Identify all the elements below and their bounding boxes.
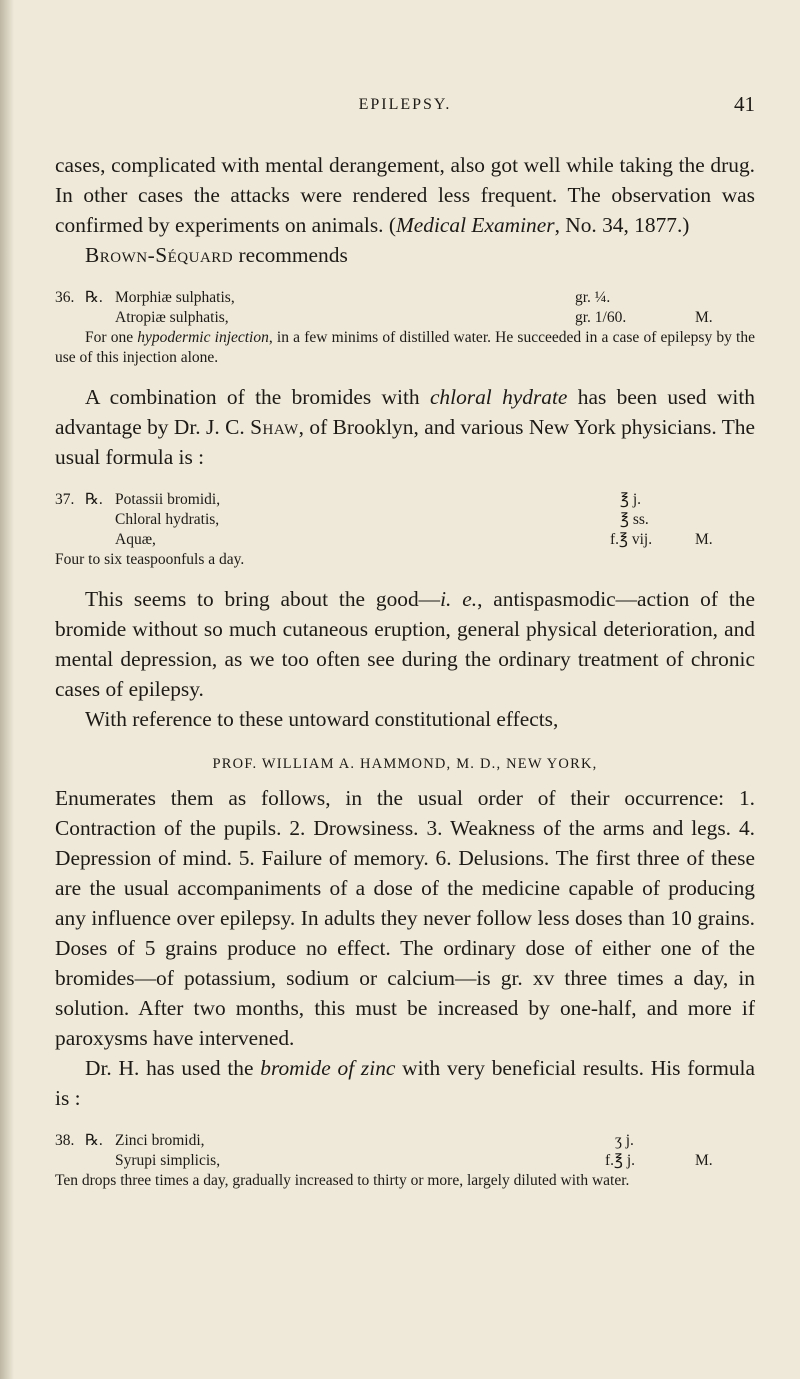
misce-mark: M. xyxy=(695,531,713,548)
ingredient: Syrupi simplicis, xyxy=(115,1152,221,1169)
binding-gutter xyxy=(0,0,14,1379)
recipe-symbol: ℞. xyxy=(85,289,103,306)
quantity: gr. ¼. xyxy=(575,289,611,306)
text-span: For one xyxy=(85,329,138,346)
paragraph-3 xyxy=(55,382,755,472)
paragraph-1 xyxy=(55,150,755,240)
paragraph-6: Enumerates them as follows, in the usual order of their occurrence: 1. Contraction of the pupils. 2. Drowsiness. 3. Weakness of the arms and legs. 4. Depression of mind. 5. Failure of memory. 6. Delusions. The first three of these are the usual accompaniments of a dose of the medicine capable of producing any influence over epilepsy. In adults they never follow less doses than 10 grains. Doses of 5 grains produce no effect. The ordinary dose of either one of the bromides—of potassium, sodium or calcium—is gr. xv three times a day, in solution. After two months, this must be increased by one-half, and more if paroxysms have intervened. xyxy=(55,786,755,1050)
prescription-number: 37. xyxy=(55,491,75,508)
quantity: gr. 1/60. xyxy=(575,309,627,326)
quantity: ʒ j. xyxy=(615,1132,634,1149)
running-title: EPILEPSY. xyxy=(358,96,452,113)
prescription-note xyxy=(55,328,755,368)
prescription-note: Four to six teaspoonfuls a day. xyxy=(55,551,245,568)
text-span: , of Brooklyn, and various New York physicians. The usual formula is : xyxy=(55,415,756,469)
prescription-number: 38. xyxy=(55,1132,75,1149)
text-span: cases, complicated with mental derangement, also got well while taking the drug. In other cases the attacks were rendered less frequent. The observation was confirmed by experiments on animals. ( xyxy=(55,153,755,237)
quantity: f.℥ vij. xyxy=(610,531,653,548)
paragraph-5: With reference to these untoward constitutional effects, xyxy=(85,707,559,731)
emphasis: i. e. xyxy=(440,587,478,611)
ingredient: Zinci bromidi, xyxy=(115,1132,205,1149)
ingredient: Aquæ, xyxy=(115,531,156,548)
page-body xyxy=(55,150,755,1205)
recipe-symbol: ℞. xyxy=(85,491,103,508)
prescription-number: 36. xyxy=(55,289,75,306)
page-header xyxy=(55,90,755,120)
quantity: f.℥ j. xyxy=(605,1152,636,1169)
text-span: with very beneficial results. His formula is : xyxy=(55,1056,755,1110)
misce-mark: M. xyxy=(695,1152,713,1169)
text-span: recommends xyxy=(233,243,348,267)
ingredient: Morphiæ sulphatis, xyxy=(115,289,235,306)
author-name: Brown-Séquard xyxy=(85,243,234,267)
ingredient: Atropiæ sulphatis, xyxy=(115,309,229,326)
quantity: ℥ ss. xyxy=(620,511,649,528)
prescription-37 xyxy=(55,490,755,570)
section-heading: PROF. WILLIAM A. HAMMOND, M. D., NEW YORK, xyxy=(212,756,598,772)
misce-mark: M. xyxy=(695,309,713,326)
paragraph-4 xyxy=(55,584,755,704)
text-span: This seems to bring about the good— xyxy=(85,587,441,611)
paragraph-2 xyxy=(55,240,755,270)
text-span: Dr. H. has used the xyxy=(85,1056,261,1080)
prescription-note: Ten drops three times a day, gradually increased to thirty or more, largely diluted with water. xyxy=(55,1172,630,1189)
emphasis: hypodermic injection xyxy=(137,329,269,346)
emphasis: bromide of zinc xyxy=(260,1056,396,1080)
ingredient: Chloral hydratis, xyxy=(115,511,220,528)
source-citation: Medical Examiner xyxy=(395,213,555,237)
text-span: has been used with advantage by Dr. J. C. xyxy=(55,385,755,439)
ingredient: Potassii bromidi, xyxy=(115,491,221,508)
emphasis: chloral hydrate xyxy=(429,385,568,409)
prescription-36 xyxy=(55,288,755,368)
text-span: , antispasmodic—action of the bromide without so much cutaneous eruption, general physical deterioration, and mental depression, as we too often see during the ordinary treatment of chronic cases of epilepsy. xyxy=(55,587,755,701)
recipe-symbol: ℞. xyxy=(85,1132,103,1149)
prescription-38 xyxy=(55,1131,755,1191)
author-name: Shaw xyxy=(250,415,299,439)
quantity: ℥ j. xyxy=(620,491,642,508)
text-span: , in a few minims of distilled water. He succeeded in a case of epilepsy by the use of this injection alone. xyxy=(55,329,755,366)
page-number: 41 xyxy=(734,92,755,116)
text-span: , No. 34, 1877.) xyxy=(554,213,690,237)
paragraph-7 xyxy=(55,1053,755,1113)
text-span: A combination of the bromides with xyxy=(85,385,430,409)
